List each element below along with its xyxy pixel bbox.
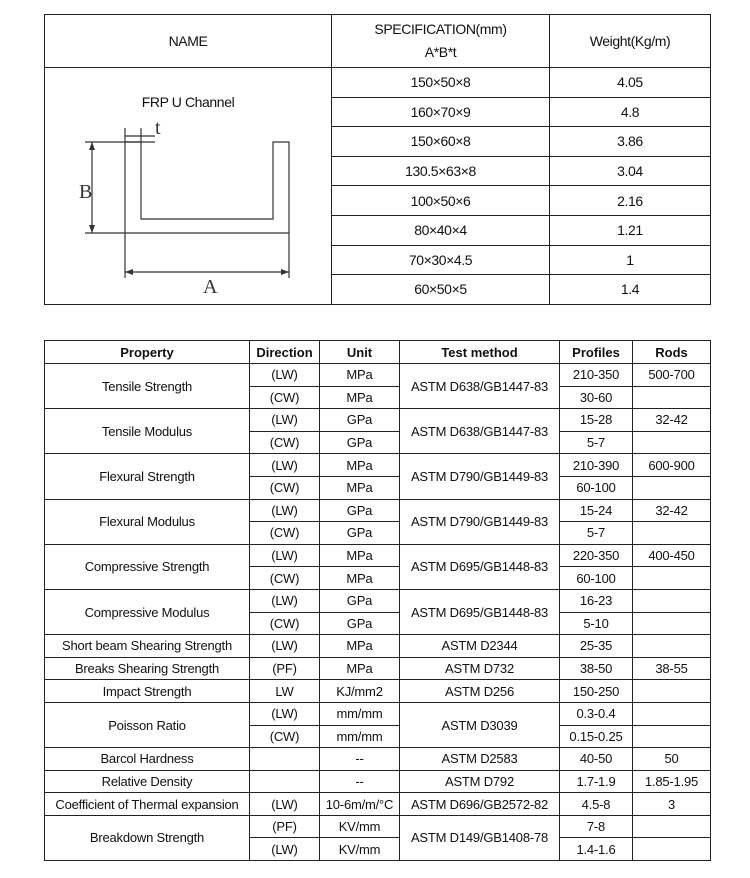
- rods-value: 500-700: [633, 364, 711, 387]
- direction-value: (CW): [250, 522, 320, 545]
- profiles-value: 220-350: [560, 544, 633, 567]
- property-name: Breaks Shearing Strength: [45, 657, 250, 680]
- direction-value: (PF): [250, 815, 320, 838]
- header-name: NAME: [45, 15, 332, 68]
- property-row: [45, 635, 711, 658]
- a-arrow-right-icon: [281, 269, 289, 275]
- test-method-value: ASTM D256: [400, 680, 560, 703]
- header-spec-line1: SPECIFICATION(mm): [374, 21, 507, 37]
- direction-value: (LW): [250, 409, 320, 432]
- property-name: Impact Strength: [45, 680, 250, 703]
- unit-value: --: [320, 770, 400, 793]
- profiles-value: 210-390: [560, 454, 633, 477]
- direction-value: (LW): [250, 454, 320, 477]
- test-method-value: ASTM D695/GB1448-83: [400, 589, 560, 634]
- spec-value: 80×40×4: [332, 215, 550, 245]
- test-method-value: ASTM D790/GB1449-83: [400, 454, 560, 499]
- header-unit: Unit: [320, 341, 400, 364]
- direction-value: (CW): [250, 725, 320, 748]
- unit-value: MPa: [320, 454, 400, 477]
- rods-value: [633, 476, 711, 499]
- direction-value: (LW): [250, 838, 320, 861]
- spec-table-body: [45, 15, 711, 305]
- direction-value: (LW): [250, 702, 320, 725]
- spec-value: 130.5×63×8: [332, 156, 550, 186]
- unit-value: GPa: [320, 431, 400, 454]
- rods-value: [633, 680, 711, 703]
- profiles-value: 30-60: [560, 386, 633, 409]
- property-name: Tensile Strength: [45, 364, 250, 409]
- direction-value: (LW): [250, 635, 320, 658]
- property-name: Poisson Ratio: [45, 702, 250, 747]
- rods-value: [633, 725, 711, 748]
- property-row: [45, 364, 711, 387]
- direction-value: (CW): [250, 431, 320, 454]
- profiles-value: 38-50: [560, 657, 633, 680]
- property-row: [45, 702, 711, 725]
- spec-value: 160×70×9: [332, 97, 550, 127]
- direction-value: (LW): [250, 364, 320, 387]
- rods-value: 32-42: [633, 499, 711, 522]
- unit-value: MPa: [320, 657, 400, 680]
- weight-value: 4.8: [550, 97, 711, 127]
- profiles-value: 1.7-1.9: [560, 770, 633, 793]
- direction-value: LW: [250, 680, 320, 703]
- spec-value: 100×50×6: [332, 186, 550, 216]
- header-specification: [332, 15, 550, 68]
- unit-value: 10-6m/m/°C: [320, 793, 400, 816]
- unit-value: KV/mm: [320, 838, 400, 861]
- test-method-value: ASTM D638/GB1447-83: [400, 364, 560, 409]
- header-weight: Weight(Kg/m): [550, 15, 711, 68]
- rods-value: [633, 431, 711, 454]
- product-name: FRP U Channel: [141, 94, 235, 110]
- property-name: Relative Density: [45, 770, 250, 793]
- rods-value: [633, 838, 711, 861]
- profiles-value: 4.5-8: [560, 793, 633, 816]
- direction-value: (CW): [250, 386, 320, 409]
- rods-value: 400-450: [633, 544, 711, 567]
- property-name: Compressive Strength: [45, 544, 250, 589]
- spec-value: 150×50×8: [332, 68, 550, 98]
- u-channel-outline: [125, 142, 289, 233]
- profiles-value: 25-35: [560, 635, 633, 658]
- rods-value: 3: [633, 793, 711, 816]
- unit-value: --: [320, 748, 400, 771]
- rods-value: [633, 589, 711, 612]
- direction-value: (LW): [250, 544, 320, 567]
- profiles-value: 0.3-0.4: [560, 702, 633, 725]
- profiles-value: 7-8: [560, 815, 633, 838]
- unit-value: GPa: [320, 409, 400, 432]
- weight-value: 1.21: [550, 215, 711, 245]
- label-a: A: [203, 276, 218, 298]
- property-name: Flexural Strength: [45, 454, 250, 499]
- spec-value: 150×60×8: [332, 127, 550, 157]
- profiles-value: 40-50: [560, 748, 633, 771]
- header-profiles: Profiles: [560, 341, 633, 364]
- rods-value: 1.85-1.95: [633, 770, 711, 793]
- unit-value: GPa: [320, 612, 400, 635]
- b-arrow-top-icon: [89, 142, 95, 150]
- property-name: Tensile Modulus: [45, 409, 250, 454]
- unit-value: GPa: [320, 589, 400, 612]
- u-channel-diagram: [45, 68, 331, 306]
- weight-value: 1: [550, 245, 711, 275]
- direction-value: (CW): [250, 476, 320, 499]
- header-test-method: Test method: [400, 341, 560, 364]
- rods-value: [633, 635, 711, 658]
- diagram-cell: [45, 68, 332, 305]
- test-method-value: ASTM D149/GB1408-78: [400, 815, 560, 860]
- header-rods: Rods: [633, 341, 711, 364]
- rods-value: [633, 522, 711, 545]
- property-name: Short beam Shearing Strength: [45, 635, 250, 658]
- profiles-value: 15-28: [560, 409, 633, 432]
- property-row: [45, 454, 711, 477]
- rods-value: [633, 702, 711, 725]
- direction-value: (PF): [250, 657, 320, 680]
- test-method-value: ASTM D695/GB1448-83: [400, 544, 560, 589]
- profiles-value: 0.15-0.25: [560, 725, 633, 748]
- weight-value: 4.05: [550, 68, 711, 98]
- property-row: [45, 680, 711, 703]
- profiles-value: 5-7: [560, 431, 633, 454]
- spec-value: 70×30×4.5: [332, 245, 550, 275]
- header-direction: Direction: [250, 341, 320, 364]
- property-row: [45, 748, 711, 771]
- property-name: Barcol Hardness: [45, 748, 250, 771]
- profiles-value: 60-100: [560, 567, 633, 590]
- unit-value: MPa: [320, 386, 400, 409]
- unit-value: KJ/mm2: [320, 680, 400, 703]
- profiles-value: 5-10: [560, 612, 633, 635]
- profiles-value: 16-23: [560, 589, 633, 612]
- weight-value: 2.16: [550, 186, 711, 216]
- a-arrow-left-icon: [125, 269, 133, 275]
- rods-value: [633, 815, 711, 838]
- unit-value: MPa: [320, 476, 400, 499]
- test-method-value: ASTM D2344: [400, 635, 560, 658]
- unit-value: mm/mm: [320, 702, 400, 725]
- property-name: Compressive Modulus: [45, 589, 250, 634]
- property-name: Flexural Modulus: [45, 499, 250, 544]
- spec-table: [44, 14, 711, 305]
- test-method-value: ASTM D790/GB1449-83: [400, 499, 560, 544]
- property-row: [45, 793, 711, 816]
- test-method-value: ASTM D638/GB1447-83: [400, 409, 560, 454]
- profiles-value: 15-24: [560, 499, 633, 522]
- property-table: [44, 340, 711, 861]
- property-name: Coefficient of Thermal expansion: [45, 793, 250, 816]
- profiles-value: 5-7: [560, 522, 633, 545]
- property-row: [45, 770, 711, 793]
- property-header-row: [45, 341, 711, 364]
- unit-value: MPa: [320, 544, 400, 567]
- label-b: B: [79, 181, 92, 203]
- direction-value: (CW): [250, 612, 320, 635]
- header-spec-line2: A*B*t: [424, 44, 457, 60]
- unit-value: GPa: [320, 522, 400, 545]
- test-method-value: ASTM D792: [400, 770, 560, 793]
- property-row: [45, 409, 711, 432]
- rods-value: 600-900: [633, 454, 711, 477]
- unit-value: MPa: [320, 635, 400, 658]
- weight-value: 3.04: [550, 156, 711, 186]
- property-row: [45, 589, 711, 612]
- spec-header-row: [45, 15, 711, 68]
- rods-value: 50: [633, 748, 711, 771]
- unit-value: MPa: [320, 364, 400, 387]
- weight-value: 1.4: [550, 275, 711, 305]
- label-t: t: [155, 117, 161, 139]
- profiles-value: 150-250: [560, 680, 633, 703]
- test-method-value: ASTM D3039: [400, 702, 560, 747]
- rods-value: [633, 567, 711, 590]
- unit-value: mm/mm: [320, 725, 400, 748]
- direction-value: (CW): [250, 567, 320, 590]
- property-table-body: [45, 341, 711, 861]
- unit-value: KV/mm: [320, 815, 400, 838]
- rods-value: 38-55: [633, 657, 711, 680]
- direction-value: [250, 770, 320, 793]
- property-row: [45, 544, 711, 567]
- rods-value: 32-42: [633, 409, 711, 432]
- profiles-value: 1.4-1.6: [560, 838, 633, 861]
- header-property: Property: [45, 341, 250, 364]
- spec-row: [45, 68, 711, 98]
- rods-value: [633, 386, 711, 409]
- direction-value: [250, 748, 320, 771]
- direction-value: (LW): [250, 499, 320, 522]
- test-method-value: ASTM D2583: [400, 748, 560, 771]
- weight-value: 3.86: [550, 127, 711, 157]
- rods-value: [633, 612, 711, 635]
- direction-value: (LW): [250, 589, 320, 612]
- test-method-value: ASTM D696/GB2572-82: [400, 793, 560, 816]
- unit-value: GPa: [320, 499, 400, 522]
- property-row: [45, 499, 711, 522]
- property-row: [45, 657, 711, 680]
- property-row: [45, 815, 711, 838]
- test-method-value: ASTM D732: [400, 657, 560, 680]
- spec-value: 60×50×5: [332, 275, 550, 305]
- b-arrow-bottom-icon: [89, 225, 95, 233]
- profiles-value: 210-350: [560, 364, 633, 387]
- unit-value: MPa: [320, 567, 400, 590]
- property-name: Breakdown Strength: [45, 815, 250, 860]
- direction-value: (LW): [250, 793, 320, 816]
- profiles-value: 60-100: [560, 476, 633, 499]
